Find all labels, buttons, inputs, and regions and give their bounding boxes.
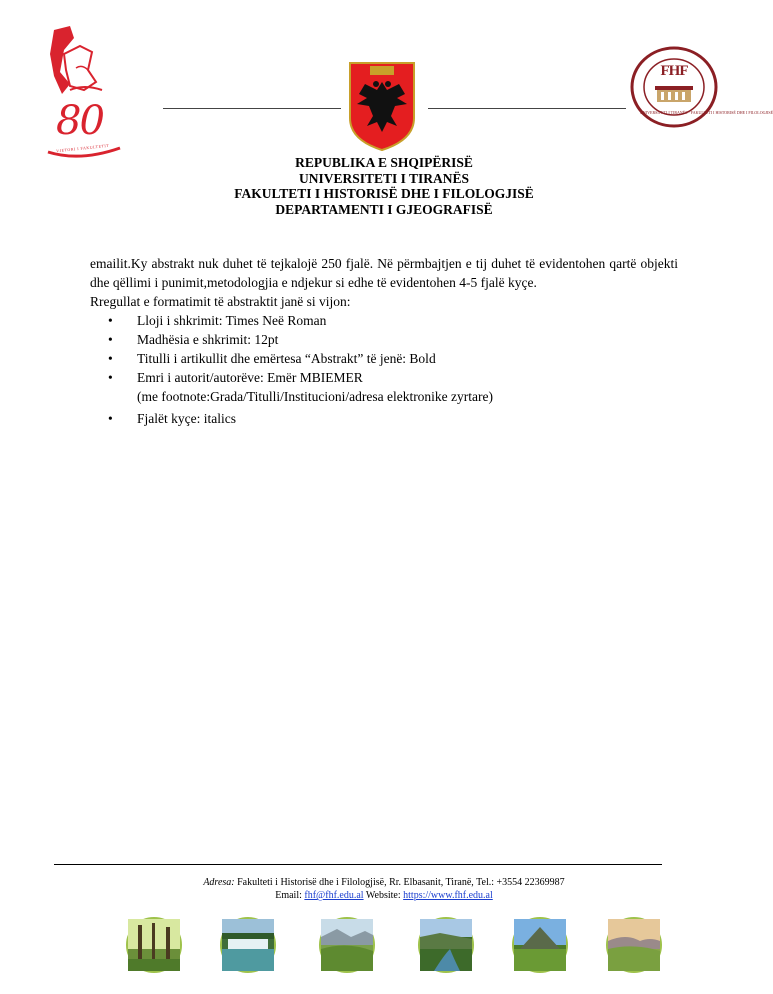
address-text: Fakulteti i Historisë dhe i Filologjisë, Rr. Elbasanit, Tiranë, Tel.: +3554 22369987: [234, 877, 565, 888]
list-item: [90, 349, 678, 368]
formatting-rules-list: [90, 311, 678, 428]
rule-author-name: Emri i autorit/autorëve: Emër MBIEMER: [137, 370, 363, 385]
footer-contact: [0, 876, 768, 902]
formatting-intro: Rregullat e formatimit të abstraktit janë si vijon:: [90, 294, 351, 309]
header-line-department: DEPARTAMENTI I GJEOGRAFISË: [275, 201, 493, 217]
header-rule-right: [428, 108, 626, 109]
seal-ring-text: UNIVERSITETI I TIRANËS · FAKULTETI I HISTORISË DHE I FILOLOGJISË: [640, 110, 773, 115]
document-body: [90, 254, 678, 428]
abstract-paragraph: emailit.Ky abstrakt nuk duhet të tejkalojë 250 fjalë. Në përmbajtjen e tij duhet të evidentohen qartë objekti dhe qëllimi i punimit,metodologjia e ndjekur si edhe të evidentohen 4-5 fjalë kyçe.: [90, 256, 678, 290]
institution-header: [0, 155, 768, 217]
list-item: [90, 311, 678, 330]
waterfall-photo: [220, 917, 276, 973]
bullet-icon: •: [108, 370, 113, 385]
albanian-coat-of-arms: [347, 60, 417, 152]
website-label: Website:: [363, 890, 404, 901]
anniversary-ring-text: VJETORI I FAKULTETIT: [55, 142, 110, 154]
website-link[interactable]: https://www.fhf.edu.al: [403, 890, 493, 901]
bullet-icon: •: [108, 313, 113, 328]
hills-sunset-photo: [606, 917, 662, 973]
rule-title-bold: Titulli i artikullit dhe emërtesa “Abstrakt” të jenë: Bold: [137, 351, 436, 366]
seal-monogram: FHF: [660, 63, 688, 79]
footer-address-line: [0, 876, 768, 889]
email-label: Email:: [275, 890, 305, 901]
list-item: [90, 409, 678, 428]
anniversary-number: 80: [56, 98, 103, 144]
footer-rule: [54, 864, 662, 865]
rule-font-size: Madhësia e shkrimit: 12pt: [137, 332, 279, 347]
canyon-river-photo: [418, 917, 474, 973]
university-seal-logo: [630, 46, 773, 128]
header-line-faculty: FAKULTETI I HISTORISË DHE I FILOLOGJISË: [234, 186, 534, 201]
header-line-republic: REPUBLIKA E SHQIPËRISË: [295, 155, 473, 170]
rule-footnote-note: (me footnote:Grada/Titulli/Institucioni/adresa elektronike zyrtare): [137, 389, 494, 404]
header-line-university: UNIVERSITETI I TIRANËS: [298, 170, 470, 186]
valley-photo: [319, 917, 375, 973]
anniversary-logo: [40, 24, 130, 164]
rule-font-type: Lloji i shkrimit: Times Neë Roman: [137, 313, 327, 328]
list-item: [90, 330, 678, 349]
list-item: [90, 368, 678, 406]
header-rule-left: [163, 108, 341, 109]
bullet-icon: •: [108, 351, 113, 366]
forest-photo: [126, 917, 182, 973]
address-label: Adresa:: [203, 877, 235, 888]
bullet-icon: •: [108, 332, 113, 347]
footer-contact-line: [0, 889, 768, 902]
bullet-icon: •: [108, 411, 113, 426]
mountain-photo: [512, 917, 568, 973]
rule-keywords: Fjalët kyçe: italics: [137, 411, 236, 426]
email-link[interactable]: fhf@fhf.edu.al: [304, 890, 364, 901]
